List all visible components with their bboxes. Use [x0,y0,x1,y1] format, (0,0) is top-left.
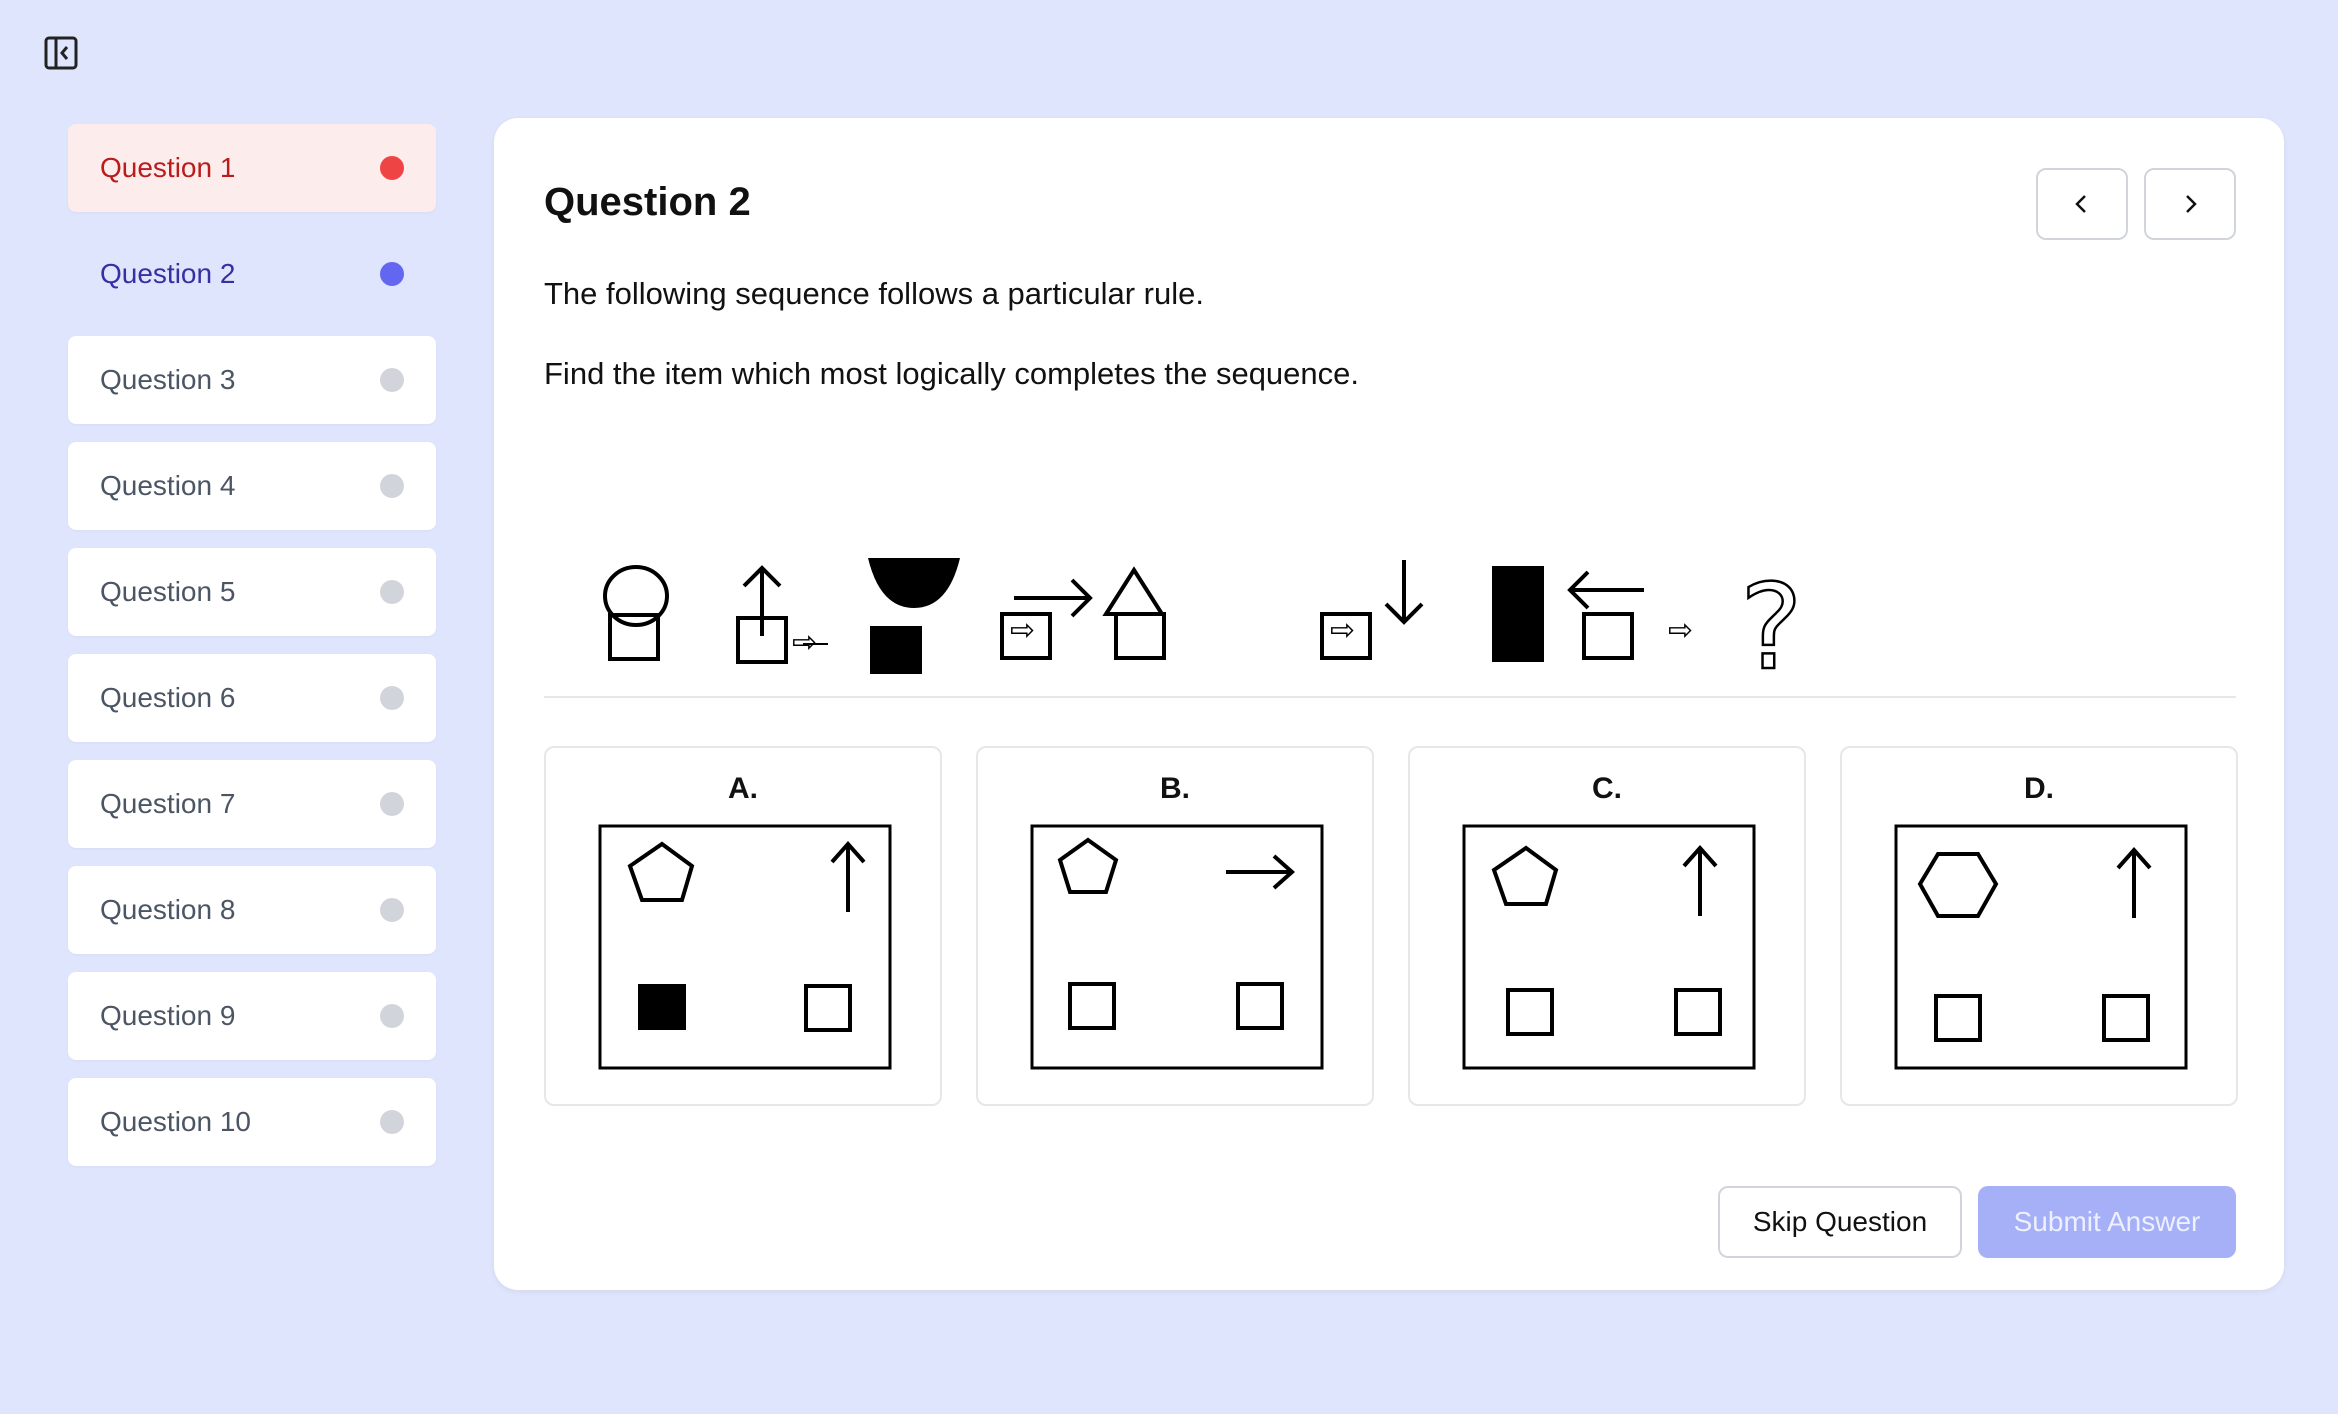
sidebar-item-label: Question 5 [100,576,236,607]
sidebar-item-question-10[interactable] [68,1078,436,1166]
status-dot [380,898,404,922]
arrow-right-icon [1014,580,1090,616]
option-a[interactable] [544,746,942,1106]
option-b-figure [1030,824,1324,1070]
status-dot [380,686,404,710]
option-c[interactable] [1408,746,1806,1106]
sidebar-item-label: Question 8 [100,894,236,925]
status-dot [380,156,404,180]
arrow-up-icon [1684,848,1716,916]
sidebar-item-label: Question 2 [100,258,236,289]
skip-question-button[interactable]: Skip Question [1718,1186,1962,1258]
question-mark-symbol: ? [1740,558,1803,678]
sidebar-item-label: Question 4 [100,470,236,501]
filled-square-shape [638,984,686,1030]
option-a-figure [598,824,892,1070]
sidebar-item-question-3[interactable] [68,336,436,424]
square-shape [1116,614,1164,658]
sidebar-item-label: Question 10 [100,1106,251,1137]
sidebar-item-question-1[interactable] [68,124,436,212]
question-instruction-1: The following sequence follows a particular rule. [544,276,1204,311]
implies-arrow-icon: ⇨ [1330,613,1356,648]
divider [544,696,2236,698]
option-d-figure [1894,824,2188,1070]
page-title: Question 2 [544,180,751,224]
status-dot [380,474,404,498]
arrow-up-icon [2118,850,2150,918]
sidebar-item-label: Question 6 [100,682,236,713]
arrow-left-icon [1570,572,1644,608]
option-label: D. [2024,772,2054,805]
sidebar-item-question-8[interactable] [68,866,436,954]
square-shape [1508,990,1552,1034]
option-label: B. [1160,772,1190,805]
square-shape [1676,990,1720,1034]
filled-square-shape [870,626,922,674]
arrow-up-icon [832,844,864,912]
filled-square-shape [1492,566,1544,614]
sequence-figure [554,418,2114,678]
triangle-shape [1106,570,1162,614]
option-c-figure [1462,824,1756,1070]
square-shape [1070,984,1114,1028]
square-shape [1584,614,1632,658]
chevron-left-icon [2070,192,2094,216]
collapse-sidebar-icon[interactable] [42,34,80,72]
status-dot [380,368,404,392]
sidebar-item-question-6[interactable] [68,654,436,742]
sidebar-item-label: Question 1 [100,152,236,183]
square-shape [806,986,850,1030]
question-instruction-2: Find the item which most logically completes the sequence. [544,356,1360,391]
status-dot [380,792,404,816]
sidebar-item-question-2[interactable] [68,230,436,318]
implies-arrow-icon: ⇨ [792,625,818,660]
question-sidebar [68,124,436,1184]
arrow-right-icon [1226,856,1292,888]
option-label: C. [1592,772,1622,805]
sidebar-item-label: Question 9 [100,1000,236,1031]
hexagon-shape [1920,854,1996,916]
sidebar-item-question-9[interactable] [68,972,436,1060]
sidebar-item-question-5[interactable] [68,548,436,636]
status-dot [380,580,404,604]
sidebar-item-label: Question 7 [100,788,236,819]
pentagon-shape [630,844,692,900]
implies-arrow-icon: ⇨ [1668,613,1694,648]
implies-arrow-icon: ⇨ [1010,613,1036,648]
question-card [494,118,2284,1290]
next-question-button[interactable] [2144,168,2236,240]
chevron-right-icon [2178,192,2202,216]
square-shape [1936,996,1980,1040]
sidebar-item-label: Question 3 [100,364,236,395]
previous-question-button[interactable] [2036,168,2128,240]
arrow-down-icon [1386,560,1422,622]
square-shape [1238,984,1282,1028]
semicircle-shape [868,558,960,608]
pentagon-shape [1060,840,1116,892]
sidebar-item-question-4[interactable] [68,442,436,530]
submit-answer-button[interactable]: Submit Answer [1978,1186,2236,1258]
pentagon-shape [1494,848,1556,904]
option-d[interactable] [1840,746,2238,1106]
status-dot [380,1004,404,1028]
sidebar-item-question-7[interactable] [68,760,436,848]
arrow-up-icon [744,568,780,636]
status-dot [380,1110,404,1134]
option-b[interactable] [976,746,1374,1106]
filled-square-shape [1492,614,1544,662]
square-shape [2104,996,2148,1040]
status-dot [380,262,404,286]
option-label: A. [728,772,758,805]
